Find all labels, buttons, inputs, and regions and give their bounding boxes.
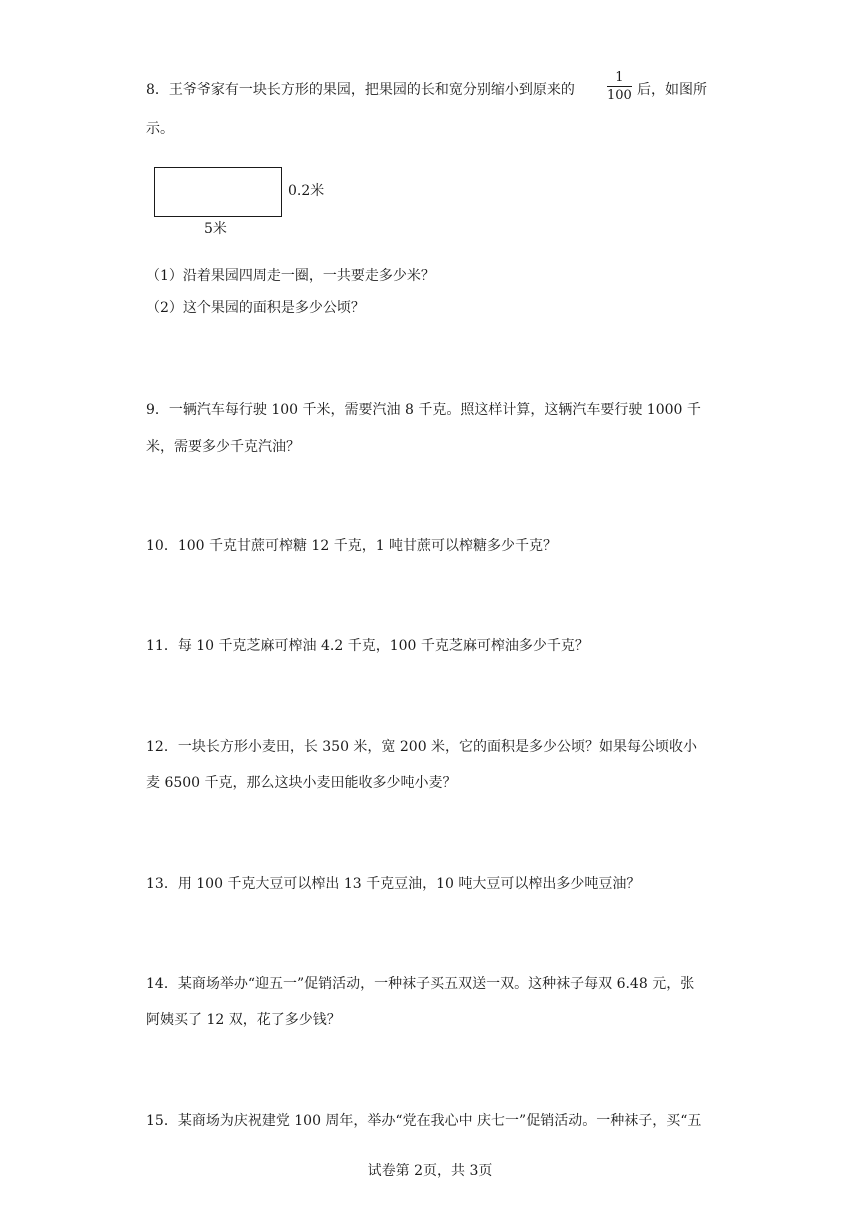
q8-sub2: （2）这个果园的面积是多少公顷？	[146, 300, 365, 316]
q9-line2: 米，需要多少千克汽油？	[146, 439, 300, 455]
q8-sub1: （1）沿着果园四周走一圈，一共要走多少米？	[146, 268, 435, 284]
q8-line1-end: 后，如图所	[637, 82, 707, 98]
q8-text-a: 8．王爷爷家有一块长方形的果园，把果园的长和宽分别缩小到原来的	[146, 82, 575, 98]
q15-line1: 15．某商场为庆祝建党 100 周年，举办“党在我心中 庆七一”促销活动。一种袜子，买“五	[146, 1113, 702, 1129]
q12-line2: 麦 6500 千克，那么这块小麦田能收多少吨小麦？	[146, 775, 457, 791]
width-label: 5米	[204, 221, 227, 237]
q10-line1: 10．100 千克甘蔗可榨糖 12 千克，1 吨甘蔗可以榨糖多少千克？	[146, 538, 558, 554]
q13-line1: 13．用 100 千克大豆可以榨出 13 千克豆油，10 吨大豆可以榨出多少吨豆油？	[146, 876, 641, 892]
height-label: 0.2米	[288, 183, 325, 199]
q8-line1	[146, 80, 575, 100]
q9-line1: 9．一辆汽车每行驶 100 千米，需要汽油 8 千克。照这样计算，这辆汽车要行驶 1000 千	[146, 402, 701, 418]
q12-line1: 12．一块长方形小麦田，长 350 米，宽 200 米，它的面积是多少公顷？如果每公顷收小	[146, 739, 698, 755]
orchard-rectangle	[154, 167, 282, 217]
fraction-bar	[607, 86, 632, 87]
q8-fraction	[607, 70, 632, 103]
page-footer: 试卷第 2页，共 3页	[367, 1163, 493, 1179]
q14-line1: 14．某商场举办“迎五一”促销活动，一种袜子买五双送一双。这种袜子每双 6.48 元，张	[146, 976, 695, 992]
fraction-numerator: 1	[615, 70, 624, 85]
q11-line1: 11．每 10 千克芝麻可榨油 4.2 千克，100 千克芝麻可榨油多少千克？	[146, 638, 589, 654]
fraction-denominator: 100	[607, 88, 632, 103]
q14-line2: 阿姨买了 12 双，花了多少钱？	[146, 1012, 341, 1028]
q8-line2: 示。	[146, 121, 174, 137]
